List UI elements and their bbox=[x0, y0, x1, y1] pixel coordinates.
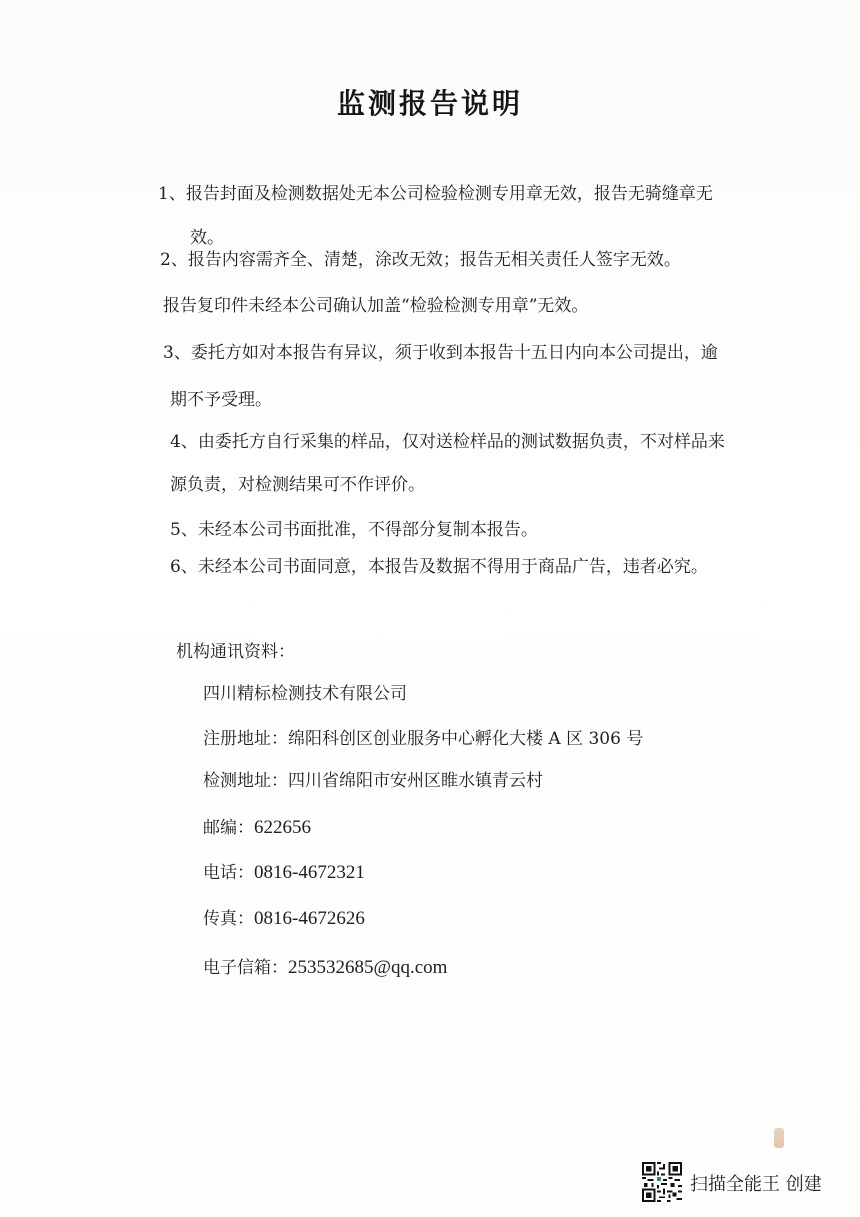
fax-label: 传真： bbox=[203, 909, 254, 929]
email bbox=[203, 957, 447, 979]
clause-3-line-2: 期不予受理。 bbox=[170, 390, 272, 410]
registered-address-label: 注册地址： bbox=[203, 729, 288, 749]
watermark-text: 扫描全能王 创建 bbox=[690, 1174, 822, 1195]
email-value: 253532685@qq.com bbox=[288, 957, 448, 978]
telephone-value: 0816-4672321 bbox=[254, 862, 365, 883]
page-title: 监测报告说明 bbox=[336, 87, 523, 120]
fax bbox=[203, 908, 365, 930]
clause-2-line-1: 2、报告内容需齐全、清楚，涂改无效；报告无相关责任人签字无效。 bbox=[160, 250, 681, 270]
qr-code-icon bbox=[642, 1162, 682, 1202]
registered-address bbox=[203, 728, 643, 750]
postal-code-label: 邮编： bbox=[203, 818, 254, 838]
postal-code-value: 622656 bbox=[254, 817, 311, 838]
registered-address-value: 绵阳科创区创业服务中心孵化大楼 A 区 306 号 bbox=[288, 729, 644, 749]
contact-heading: 机构通讯资料： bbox=[176, 642, 295, 662]
clause-3-line-1: 3、委托方如对本报告有异议，须于收到本报告十五日内向本公司提出，逾 bbox=[163, 343, 718, 363]
company-name: 四川精标检测技术有限公司 bbox=[203, 684, 407, 704]
testing-address bbox=[203, 770, 543, 792]
clause-6: 6、未经本公司书面同意，本报告及数据不得用于商品广告，违者必究。 bbox=[170, 557, 708, 577]
fax-value: 0816-4672626 bbox=[254, 908, 365, 929]
clause-1-line-1: 1、报告封面及检测数据处无本公司检验检测专用章无效，报告无骑缝章无 bbox=[158, 184, 713, 204]
testing-address-value: 四川省绵阳市安州区睢水镇青云村 bbox=[288, 771, 543, 791]
testing-address-label: 检测地址： bbox=[203, 771, 288, 791]
telephone bbox=[203, 862, 365, 884]
scanner-watermark bbox=[642, 1162, 842, 1202]
clause-4-line-1: 4、由委托方自行采集的样品，仅对送检样品的测试数据负责，不对样品来 bbox=[170, 432, 725, 452]
clause-2-line-2: 报告复印件未经本公司确认加盖“检验检测专用章”无效。 bbox=[163, 296, 589, 316]
clause-4-line-2: 源负责，对检测结果可不作评价。 bbox=[170, 475, 425, 495]
telephone-label: 电话： bbox=[203, 863, 254, 883]
postal-code bbox=[203, 817, 311, 839]
clause-1-line-2: 效。 bbox=[190, 228, 224, 248]
paper-stain bbox=[774, 1128, 784, 1148]
email-label: 电子信箱： bbox=[203, 958, 288, 978]
clause-5: 5、未经本公司书面批准，不得部分复制本报告。 bbox=[170, 520, 538, 540]
